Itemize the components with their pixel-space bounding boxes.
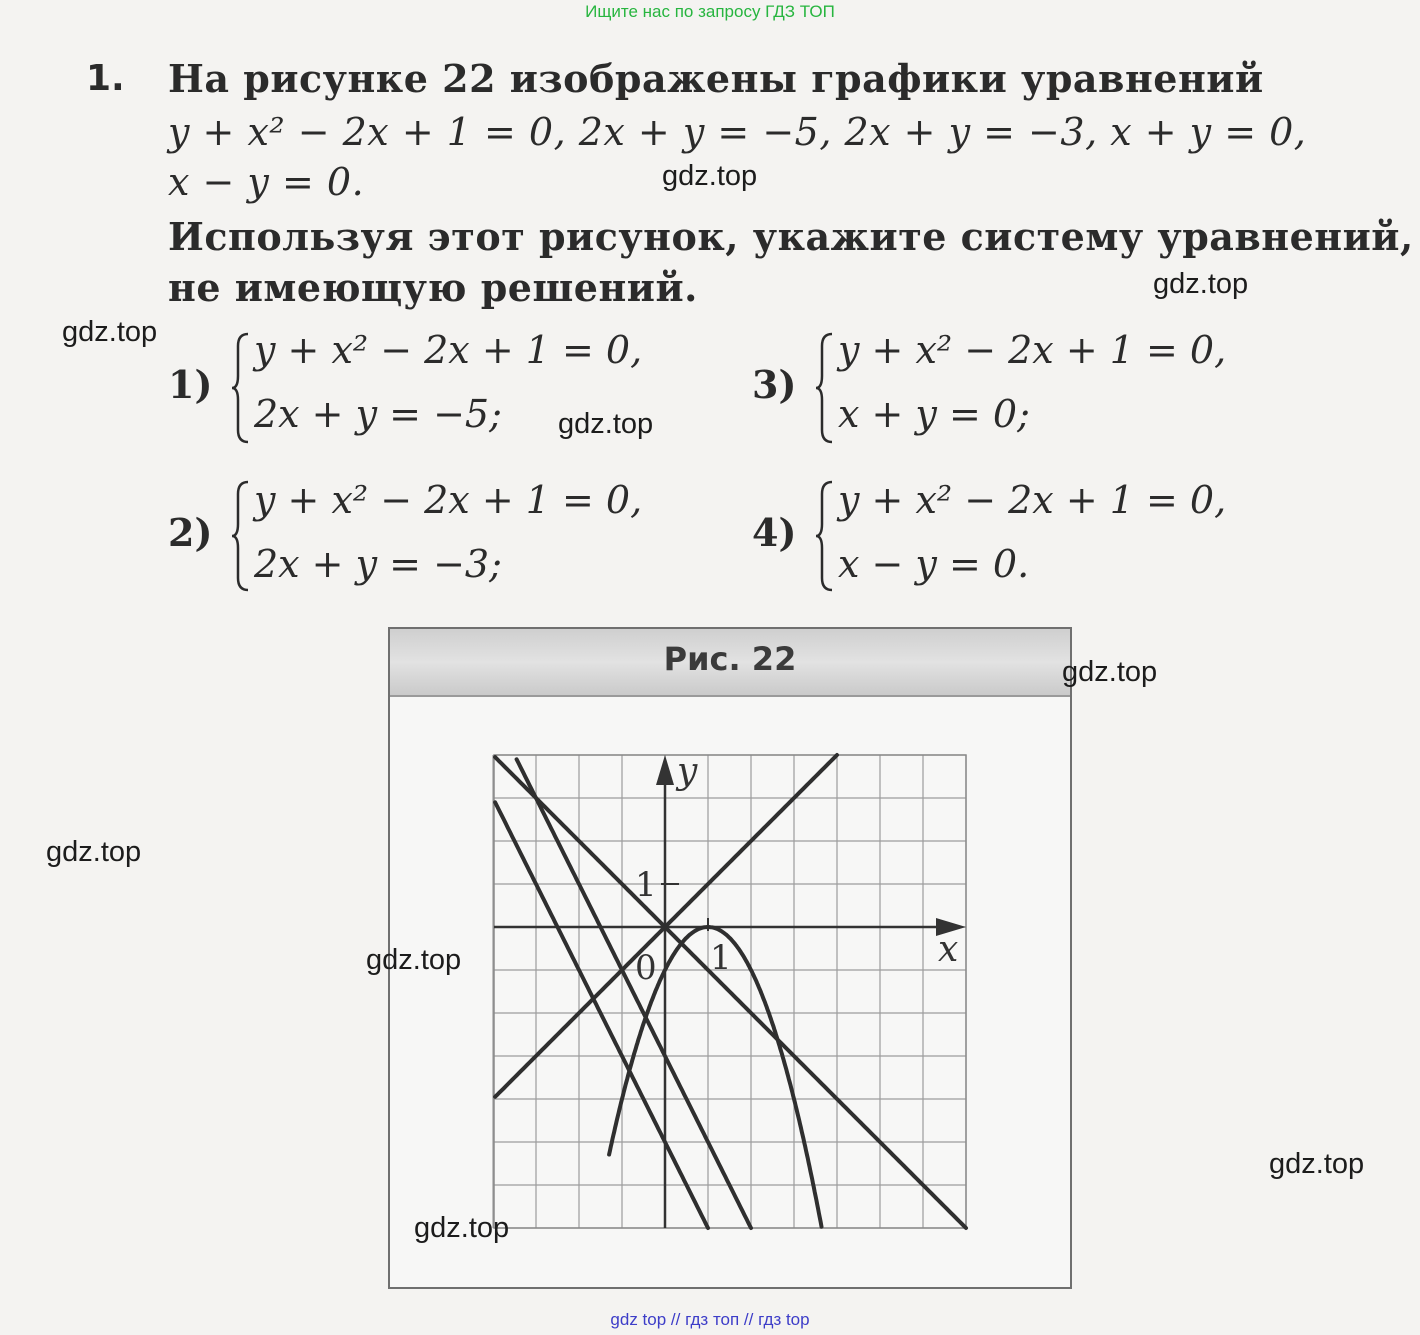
y-tick-label: 1 xyxy=(635,865,657,905)
option-3-equation-1: y + x² − 2x + 1 = 0, xyxy=(838,328,1227,372)
problem-line-1: На рисунке 22 изображены графики уравнений xyxy=(168,56,1264,101)
series-3-curve xyxy=(517,759,751,1228)
x-tick-label: 1 xyxy=(710,938,732,978)
watermark: gdz.top xyxy=(1269,1148,1365,1180)
x-axis-label: x xyxy=(938,929,959,970)
watermark: gdz.top xyxy=(366,944,462,976)
series xyxy=(495,755,966,1228)
y-axis-arrow-icon xyxy=(656,755,674,785)
problem-equations-line: y + x² − 2x + 1 = 0, 2x + y = −5, 2x + y = −3, x + y = 0, xyxy=(168,110,1307,154)
watermark: gdz.top xyxy=(62,316,158,348)
problem-equations-line-end: x − y = 0. xyxy=(168,160,365,204)
watermark: gdz.top xyxy=(46,836,142,868)
option-1-label: 1) xyxy=(168,362,213,407)
problem-line-5: не имеющую решений. xyxy=(168,265,698,310)
option-1-equation-1: y + x² − 2x + 1 = 0, xyxy=(254,328,643,372)
option-4-equation-1: y + x² − 2x + 1 = 0, xyxy=(838,478,1227,522)
option-2-equation-2: 2x + y = −3; xyxy=(254,542,502,586)
y-axis-label: y xyxy=(677,751,698,792)
option-2-equation-1: y + x² − 2x + 1 = 0, xyxy=(254,478,643,522)
option-2-label: 2) xyxy=(168,510,213,555)
footer-links[interactable]: gdz top // гдз топ // гдз top xyxy=(610,1310,810,1329)
watermark: gdz.top xyxy=(1062,656,1158,688)
search-banner[interactable]: Ищите нас по запросу ГДЗ ТОП xyxy=(585,2,835,21)
series-4-curve xyxy=(495,757,966,1228)
origin-label: 0 xyxy=(635,948,657,988)
option-3-label: 3) xyxy=(752,362,797,407)
option-4-equation-2: x − y = 0. xyxy=(838,542,1030,586)
watermark: gdz.top xyxy=(414,1212,510,1244)
watermark: gdz.top xyxy=(1153,268,1249,300)
watermark: gdz.top xyxy=(662,160,758,192)
problem-line-4: Используя этот рисунок, укажите систему уравнений, xyxy=(168,214,1414,259)
figure-title: Рис. 22 xyxy=(663,640,797,678)
option-4-label: 4) xyxy=(752,510,797,555)
problem-number: 1. xyxy=(86,58,125,99)
option-3-equation-2: x + y = 0; xyxy=(838,392,1030,436)
option-1-equation-2: 2x + y = −5; xyxy=(254,392,502,436)
watermark: gdz.top xyxy=(558,408,654,440)
